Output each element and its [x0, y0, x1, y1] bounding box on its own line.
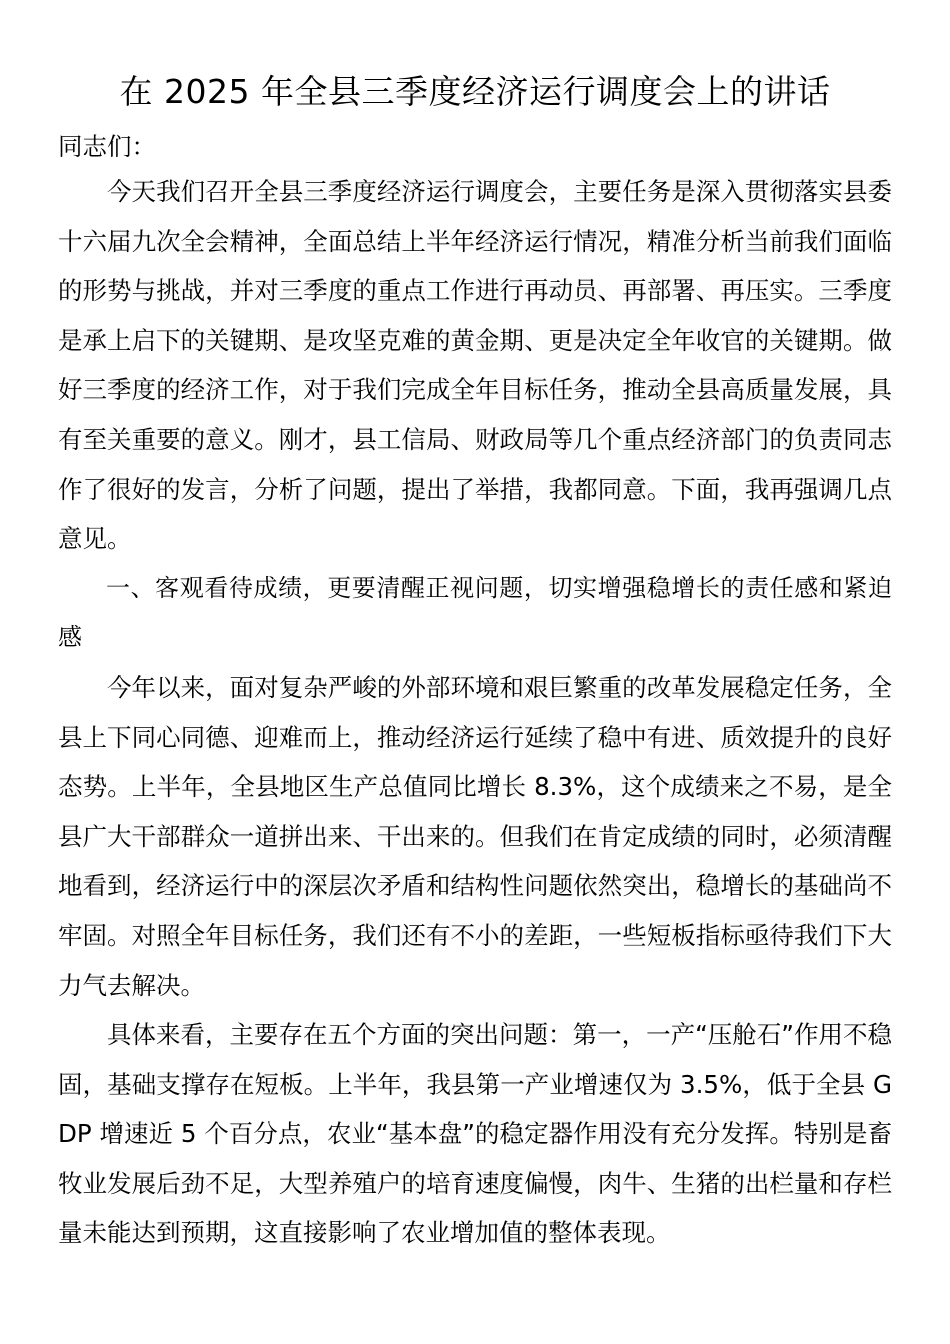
document-page: [58, 62, 892, 1258]
paragraph-problems: 具体来看，主要存在五个方面的突出问题：第一，一产“压舱石”作用不稳固，基础支撑存在短板。上半年，我县第一产业增速仅为 3.5%，低于全县 GDP 增速近 5 个百分点，农业“基本盘”的稳定器作用没有充分发挥。特别是畜牧业发展后劲不足，大型养殖户的培育速度偏慢，肉牛、生猪的出栏量和存栏量未能达到预期，这直接影响了农业增加值的整体表现。: [58, 1020, 892, 1248]
salutation: 同志们：: [58, 132, 156, 161]
paragraph-achievements: 今年以来，面对复杂严峻的外部环境和艰巨繁重的改革发展稳定任务，全县上下同心同德、迎难而上，推动经济运行延续了稳中有进、质效提升的良好态势。上半年，全县地区生产总值同比增长 8.3%，这个成绩来之不易，是全县广大干部群众一道拼出来、干出来的。但我们在肯定成绩的同时，必须清醒地看到，经济运行中的深层次矛盾和结构性问题依然突出，稳增长的基础尚不牢固。对照全年目标任务，我们还有不小的差距，一些短板指标亟待我们下大力气去解决。: [58, 672, 892, 1000]
document-title: 在 2025 年全县三季度经济运行调度会上的讲话: [119, 72, 831, 111]
paragraph-intro: 今天我们召开全县三季度经济运行调度会，主要任务是深入贯彻落实县委十六届九次全会精神，全面总结上半年经济运行情况，精准分析当前我们面临的形势与挑战，并对三季度的重点工作进行再动员、再部署、再压实。三季度是承上启下的关键期、是攻坚克难的黄金期、更是决定全年收官的关键期。做好三季度的经济工作，对于我们完成全年目标任务，推动全县高质量发展，具有至关重要的意义。刚才，县工信局、财政局等几个重点经济部门的负责同志作了很好的发言，分析了问题，提出了举措，我都同意。下面，我再强调几点意见。: [58, 177, 892, 554]
section-heading-1: 一、客观看待成绩，更要清醒正视问题，切实增强稳增长的责任感和紧迫感: [58, 573, 892, 652]
